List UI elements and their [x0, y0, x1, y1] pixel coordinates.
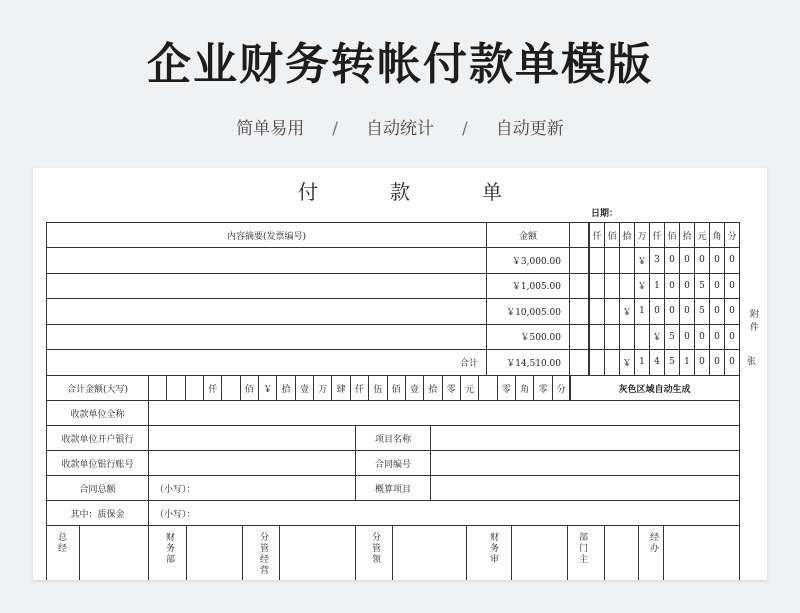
signature-label: 财务审 — [488, 532, 498, 565]
digit-cell — [589, 349, 605, 376]
signature-divider — [466, 525, 467, 580]
daxie-cell: 拾 — [276, 375, 295, 401]
digit-cell: 0 — [664, 273, 680, 300]
daxie-label: 合计金额(大写) — [46, 375, 149, 401]
digit-cell: 0 — [664, 247, 680, 274]
digit-cell: 0 — [709, 349, 725, 376]
budget-item-label: 概算项目 — [355, 475, 431, 501]
digit-cell: 0 — [649, 298, 665, 325]
digit-cell: 0 — [724, 247, 740, 274]
content-cell[interactable] — [46, 324, 487, 351]
daxie-cell: 佰 — [240, 375, 259, 401]
daxie-cell: 佰 — [387, 375, 406, 401]
daxie-cell: 壹 — [405, 375, 424, 401]
spacer-cell — [569, 324, 589, 351]
daxie-cell: ￥ — [258, 375, 277, 401]
digit-cell: 0 — [709, 324, 725, 351]
digit-cell: 0 — [724, 273, 740, 300]
payee-name-field[interactable] — [148, 400, 740, 426]
daxie-cell: 零 — [533, 375, 552, 401]
digit-cell: 5 — [664, 324, 680, 351]
total-label-cell: 合计 — [46, 349, 487, 376]
digit-cell — [604, 324, 620, 351]
amount-cell: ￥500.00 — [486, 324, 570, 351]
digit-cell: 0 — [709, 298, 725, 325]
digit-cell: ￥ — [634, 273, 650, 300]
digit-cell: ￥ — [634, 247, 650, 274]
digit-cell: 0 — [679, 273, 695, 300]
amount-header: 金额 — [486, 222, 570, 248]
digit-header-cell: 分 — [724, 222, 740, 248]
signature-divider — [148, 525, 149, 580]
daxie-cell: 万 — [313, 375, 332, 401]
digit-cell: 0 — [679, 247, 695, 274]
digit-header-cell: 仟 — [649, 222, 665, 248]
signature-label: 财务部 — [164, 532, 174, 565]
feature-easy: 简单易用 — [236, 119, 305, 139]
digit-cell — [619, 247, 635, 274]
content-cell[interactable] — [46, 273, 487, 300]
signature-divider — [279, 525, 280, 580]
daxie-cell: 拾 — [423, 375, 442, 401]
signature-divider — [355, 525, 356, 580]
budget-item-field[interactable] — [430, 475, 740, 501]
feature-auto-update: 自动更新 — [495, 119, 564, 139]
digit-cell — [589, 247, 605, 274]
digit-cell — [619, 324, 635, 351]
signature-divider — [242, 525, 243, 580]
daxie-cell — [166, 375, 185, 401]
account-field[interactable] — [148, 450, 356, 476]
digit-cell — [589, 273, 605, 300]
account-label: 收款单位银行账号 — [46, 450, 149, 476]
signature-divider — [392, 525, 393, 580]
daxie-cell: 仟 — [350, 375, 369, 401]
spacer-cell — [569, 298, 589, 325]
digit-cell: 0 — [694, 247, 710, 274]
digit-header-cell: 角 — [709, 222, 725, 248]
attachments-unit: 张 — [747, 357, 757, 367]
contract-no-label: 合同编号 — [355, 450, 431, 476]
digit-header-cell: 佰 — [604, 222, 620, 248]
attachments-label: 附件 — [748, 309, 758, 335]
digit-cell: ￥ — [619, 349, 635, 376]
project-name-label: 项目名称 — [355, 425, 431, 451]
project-name-field[interactable] — [430, 425, 740, 451]
daxie-cell: 元 — [460, 375, 479, 401]
warranty-field[interactable]: （小写）： — [148, 500, 740, 526]
digit-cell: 0 — [664, 298, 680, 325]
content-cell[interactable] — [46, 247, 487, 274]
auto-note: 灰色区域自动生成 — [569, 375, 740, 401]
signature-divider — [638, 525, 639, 580]
daxie-cell: 壹 — [295, 375, 314, 401]
contract-total-field[interactable]: （小写）： — [148, 475, 356, 501]
signature-label: 部门主 — [577, 532, 587, 565]
digit-cell: ￥ — [619, 298, 635, 325]
signature-divider — [79, 525, 80, 580]
digit-cell — [589, 298, 605, 325]
digit-cell: 0 — [724, 349, 740, 376]
content-header: 内容摘要(发票编号) — [46, 222, 487, 248]
digit-header-cell: 拾 — [679, 222, 695, 248]
signature-label: 分管领 — [370, 532, 380, 565]
digit-cell: 0 — [694, 349, 710, 376]
signature-label: 总经 — [56, 532, 66, 554]
digit-cell: 0 — [709, 247, 725, 274]
digit-cell: 0 — [724, 324, 740, 351]
signature-divider — [511, 525, 512, 580]
daxie-cell — [478, 375, 497, 401]
feature-list: 简单易用 / 自动统计 / 自动更新 — [236, 119, 564, 139]
digit-header-cell: 万 — [634, 222, 650, 248]
payee-name-label: 收款单位全称 — [46, 400, 149, 426]
digit-cell: ￥ — [649, 324, 665, 351]
digit-cell: 1 — [634, 298, 650, 325]
amount-cell: ￥10,005.00 — [486, 298, 570, 325]
contract-no-field[interactable] — [430, 450, 740, 476]
daxie-cell: 仟 — [203, 375, 222, 401]
digit-cell: 0 — [709, 273, 725, 300]
amount-cell: ￥14,510.00 — [486, 349, 570, 376]
digit-cell — [604, 298, 620, 325]
digit-header-cell: 仟 — [589, 222, 605, 248]
digit-header-cell: 佰 — [664, 222, 680, 248]
digit-cell — [604, 349, 620, 376]
contract-total-label: 合同总额 — [46, 475, 149, 501]
digit-cell: 3 — [649, 247, 665, 274]
spacer-cell — [569, 222, 589, 248]
daxie-cell — [148, 375, 167, 401]
signature-divider — [604, 525, 605, 580]
digit-cell: 5 — [694, 298, 710, 325]
digit-cell — [634, 324, 650, 351]
digit-cell — [604, 247, 620, 274]
digit-cell: 0 — [679, 298, 695, 325]
spacer-cell — [569, 273, 589, 300]
feature-auto-count: 自动统计 — [366, 119, 434, 139]
page-title: 企业财务转帐付款单模版 — [147, 39, 653, 90]
signature-label: 分管经营 — [258, 532, 268, 576]
signature-label: 经办 — [648, 532, 658, 554]
form-title: 付 款 单 — [298, 180, 502, 204]
signature-divider — [186, 525, 187, 580]
digit-cell: 0 — [724, 298, 740, 325]
digit-cell — [604, 273, 620, 300]
digit-cell — [619, 273, 635, 300]
spacer-cell — [569, 349, 589, 376]
signature-divider — [663, 525, 664, 580]
daxie-cell: 零 — [442, 375, 461, 401]
digit-cell — [589, 324, 605, 351]
digit-header-cell: 元 — [694, 222, 710, 248]
date-label: 日期： — [591, 209, 619, 219]
digit-cell: 0 — [679, 324, 695, 351]
signature-row — [46, 525, 740, 580]
amount-cell: ￥3,000.00 — [486, 247, 570, 274]
digit-cell: 5 — [664, 349, 680, 376]
amount-cell: ￥1,005.00 — [486, 273, 570, 300]
digit-cell: 1 — [649, 273, 665, 300]
warranty-label: 其中：质保金 — [46, 500, 149, 526]
spacer-cell — [569, 247, 589, 274]
daxie-cell: 角 — [515, 375, 534, 401]
digit-cell: 1 — [634, 349, 650, 376]
daxie-cell — [185, 375, 204, 401]
daxie-cell: 零 — [497, 375, 516, 401]
digit-cell: 1 — [679, 349, 695, 376]
digit-cell: 0 — [694, 324, 710, 351]
payment-form-sheet — [33, 168, 767, 580]
digit-cell: 4 — [649, 349, 665, 376]
daxie-cell: 伍 — [368, 375, 387, 401]
daxie-cell: 肆 — [331, 375, 350, 401]
signature-divider — [567, 525, 568, 580]
digit-cell: 5 — [694, 273, 710, 300]
digit-header-cell: 拾 — [619, 222, 635, 248]
content-cell[interactable] — [46, 298, 487, 325]
daxie-cell: 分 — [552, 375, 571, 401]
bank-label: 收款单位开户银行 — [46, 425, 149, 451]
bank-field[interactable] — [148, 425, 356, 451]
daxie-cell — [221, 375, 240, 401]
